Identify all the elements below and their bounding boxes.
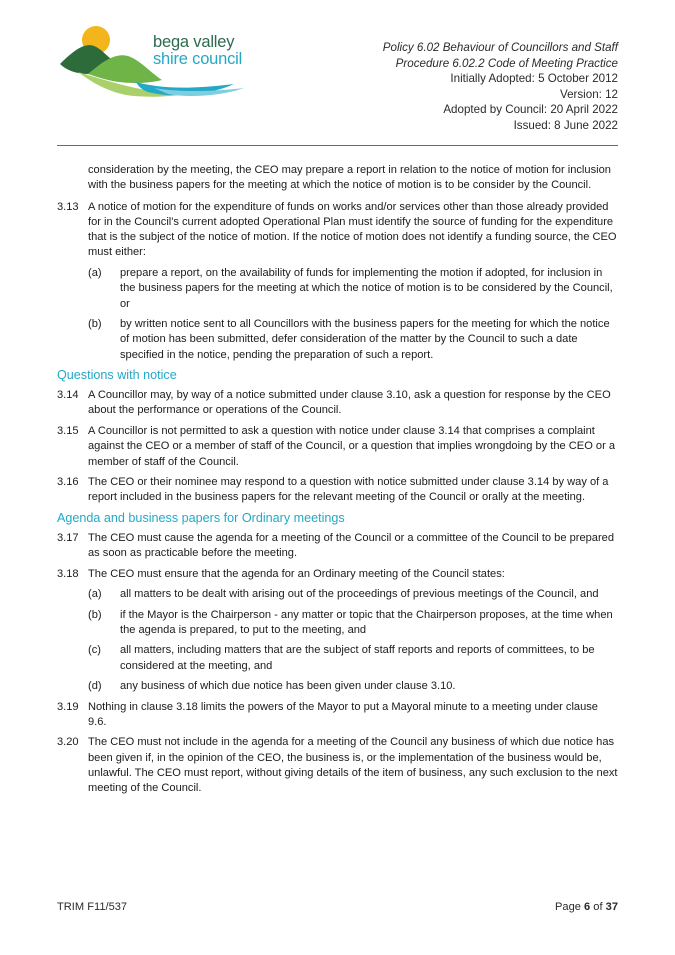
- page-current: 6: [584, 901, 591, 913]
- document-body: [57, 163, 619, 802]
- sub-label: (b): [88, 608, 102, 621]
- clause-3-19: [57, 700, 619, 731]
- sub-label: (d): [88, 680, 102, 693]
- clause-3-18-a: [57, 587, 619, 602]
- logo-wordmark: [153, 34, 242, 68]
- policy-title: Policy 6.02 Behaviour of Councillors and Staff: [382, 41, 618, 54]
- clause-text: Nothing in clause 3.18 limits the powers of the Mayor to put a Mayoral minute to a meeting under clause 9.6.: [88, 700, 598, 728]
- clause-text: A Councillor is not permitted to ask a question with notice under clause 3.14 that comprises a complaint against the CEO or a member of staff of the Council, or a question that implies wrongdoing by the CEO or a member of staff of the Council.: [88, 424, 616, 468]
- page-of: of: [593, 901, 603, 913]
- heading-questions-with-notice: Questions with notice: [57, 368, 177, 383]
- sub-label: (a): [88, 266, 102, 279]
- issued-date: Issued: 8 June 2022: [513, 118, 618, 132]
- sub-label: (b): [88, 318, 102, 331]
- clause-text: The CEO must not include in the agenda for a meeting of the Council any business of which due notice has been given if, in the opinion of the CEO, the business is, or the implementation of the business would be, unlawful. The CEO must report, without giving details of the item of business, any such exclusion to the next meeting of the Council.: [88, 736, 618, 795]
- clause-number: 3.20: [57, 736, 79, 749]
- continuation-paragraph: consideration by the meeting, the CEO may prepare a report in relation to the notice of motion for inclusion with the business papers for the meeting at which the notice of motion is to be consider by the Council.: [88, 164, 611, 192]
- sub-text: prepare a report, on the availability of funds for implementing the motion if adopted, for inclusion in the business papers for the meeting at which the notice of motion is to be considered by the Council, or: [120, 266, 613, 310]
- logo-line-2: shire council: [153, 50, 243, 68]
- clause-3-18-b: [57, 608, 619, 639]
- clause-3-18-d: [57, 679, 619, 694]
- page-prefix: Page: [555, 901, 581, 913]
- clause-3-13: [57, 200, 619, 261]
- sub-text: all matters to be dealt with arising out of the proceedings of previous meetings of the Council, and: [120, 588, 599, 601]
- initially-adopted: Initially Adopted: 5 October 2012: [450, 72, 618, 86]
- document-header-info: [383, 40, 618, 134]
- clause-number: 3.19: [57, 700, 79, 713]
- council-logo: [58, 22, 288, 98]
- adopted-by-council: Adopted by Council: 20 April 2022: [443, 103, 618, 117]
- clause-text: A Councillor may, by way of a notice submitted under clause 3.10, ask a question for response by the CEO about the performance or operations of the Council.: [88, 389, 611, 417]
- clause-number: 3.14: [57, 389, 79, 402]
- page-total: 37: [605, 901, 618, 913]
- clause-3-20: [57, 735, 619, 796]
- version: Version: 12: [559, 87, 618, 101]
- clause-3-14: [57, 388, 619, 419]
- clause-number: 3.17: [57, 531, 79, 544]
- sub-text: all matters, including matters that are the subject of staff reports and reports of committees, to be considered at the meeting, and: [120, 644, 595, 672]
- clause-number: 3.18: [57, 567, 79, 580]
- sub-label: (a): [88, 588, 102, 601]
- clause-3-15: [57, 424, 619, 470]
- heading-agenda-business-papers: Agenda and business papers for Ordinary meetings: [57, 510, 345, 525]
- sub-text: by written notice sent to all Councillors with the business papers for the meeting for which the notice of motion has been submitted, defer consideration of the matter by the Council to such a date specified in the notice, pending the preparation of such a report.: [120, 318, 610, 361]
- clause-3-13-a: [57, 266, 619, 312]
- clause-3-17: [57, 531, 619, 562]
- logo-line-1: bega valley: [153, 33, 235, 51]
- trim-reference: TRIM F11/537: [57, 901, 128, 913]
- clause-3-16: [57, 475, 619, 506]
- clause-number: 3.16: [57, 475, 79, 488]
- header-divider: [57, 145, 618, 146]
- clause-number: 3.15: [57, 424, 79, 437]
- sub-text: any business of which due notice has been given under clause 3.10.: [120, 680, 456, 693]
- procedure-title: Procedure 6.02.2 Code of Meeting Practice: [395, 56, 618, 70]
- sub-label: (c): [88, 644, 101, 657]
- clause-text: The CEO or their nominee may respond to a question with notice submitted under clause 3.14 by way of a report included in the business papers for the relevant meeting of the Council or orally at the meeting.: [88, 475, 609, 504]
- clause-3-18: [57, 567, 619, 582]
- clause-text: The CEO must cause the agenda for a meeting of the Council or a committee of the Council to be prepared as soon as practicable before the meeting.: [88, 531, 615, 560]
- clause-text: A notice of motion for the expenditure of funds on works and/or services other than those already provided for in the Council's current adopted Operational Plan must identify the source of funding for the expenditure that is the subject of the notice of motion. If the notice of motion does not identify a funding source, the CEO must either:: [88, 200, 617, 259]
- page-number: [555, 901, 618, 913]
- clause-text: The CEO must ensure that the agenda for an Ordinary meeting of the Council states:: [88, 567, 505, 580]
- clause-number: 3.13: [57, 200, 79, 213]
- clause-3-18-c: [57, 643, 619, 674]
- sub-text: if the Mayor is the Chairperson - any matter or topic that the Chairperson proposes, at the time when the agenda is prepared, to put to the meeting, and: [120, 608, 613, 636]
- clause-3-13-b: [57, 317, 619, 363]
